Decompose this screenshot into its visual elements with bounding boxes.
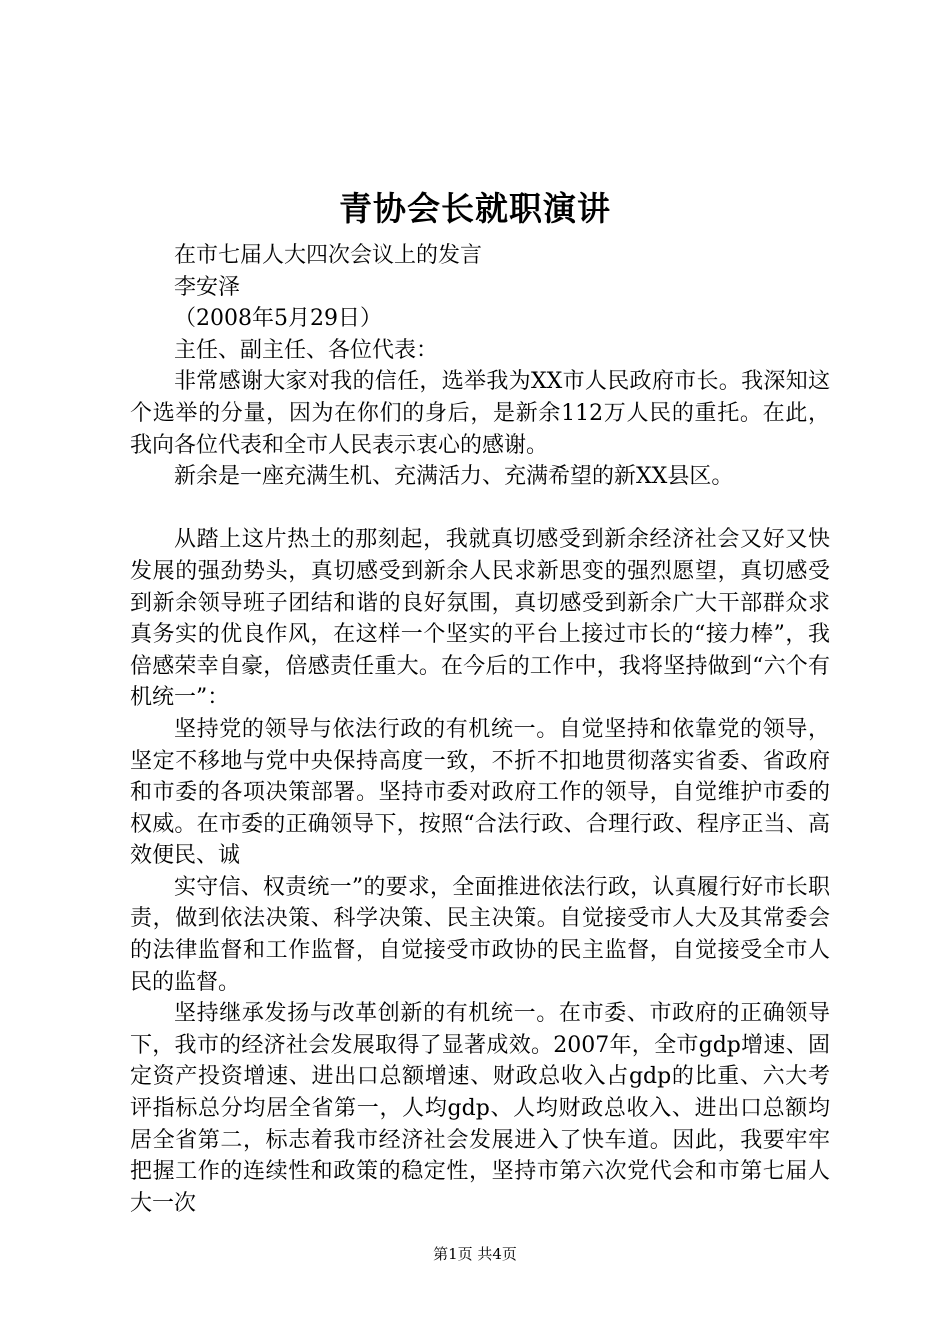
paragraph: 从踏上这片热土的那刻起，我就真切感受到新余经济社会又好又快发展的强劲势头，真切感受到新余人民求新思变的强烈愿望，真切感受到新余领导班子团结和谐的良好氛围，真切感受到新余广大干部群众求真务实的优良作风，在这样一个坚实的平台上接过市长的“接力棒”，我倍感荣幸自豪，倍感责任重大。在今后的工作中，我将坚持做到“六个有机统一”： — [130, 527, 830, 711]
date-line: （2008年5月29日） — [174, 306, 382, 332]
document-title: 青协会长就职演讲 — [339, 189, 611, 228]
page-footer: 第1页 共4页 — [433, 1245, 517, 1263]
subtitle-line: 在市七届人大四次会议上的发言 — [174, 243, 483, 268]
blank-line — [130, 493, 830, 525]
paragraph: 实守信、权责统一”的要求，全面推进依法行政，认真履行好市长职责，做到依法决策、科学决策、民主决策。自觉接受市人大及其常委会的法律监督和工作监督，自觉接受市政协的民主监督，自觉接受全市人民的监督。 — [130, 874, 830, 995]
paragraph: 坚持继承发扬与改革创新的有机统一。在市委、市政府的正确领导下，我市的经济社会发展取得了显著成效。2007年，全市gdp增速、固定资产投资增速、进出口总额增速、财政总收入占gdp的比重、六大考评指标总分均居全省第一，人均gdp、人均财政总收入、进出口总额均居全省第二，标志着我市经济社会发展进入了快车道。因此，我要牢牢把握工作的连续性和政策的稳定性，坚持市第六次党代会和市第七届人大一次 — [130, 1001, 830, 1216]
paragraph: 新余是一座充满生机、充满活力、充满希望的新XX县区。 — [174, 464, 734, 490]
paragraph: 坚持党的领导与依法行政的有机统一。自觉坚持和依靠党的领导，坚定不移地与党中央保持高度一致，不折不扣地贯彻落实省委、省政府和市委的各项决策部署。坚持市委对政府工作的领导，自觉维护市委的权威。在市委的正确领导下，按照“合法行政、合理行政、程序正当、高效便民、诚 — [130, 716, 830, 869]
salutation-line: 主任、副主任、各位代表： — [174, 337, 439, 363]
speaker-line: 李安泽 — [174, 274, 241, 300]
paragraph: 非常感谢大家对我的信任，选举我为XX市人民政府市长。我深知这个选举的分量，因为在你们的身后，是新余112万人民的重托。在此，我向各位代表和全市人民表示衷心的感谢。 — [130, 369, 830, 458]
document-body — [130, 240, 830, 1219]
